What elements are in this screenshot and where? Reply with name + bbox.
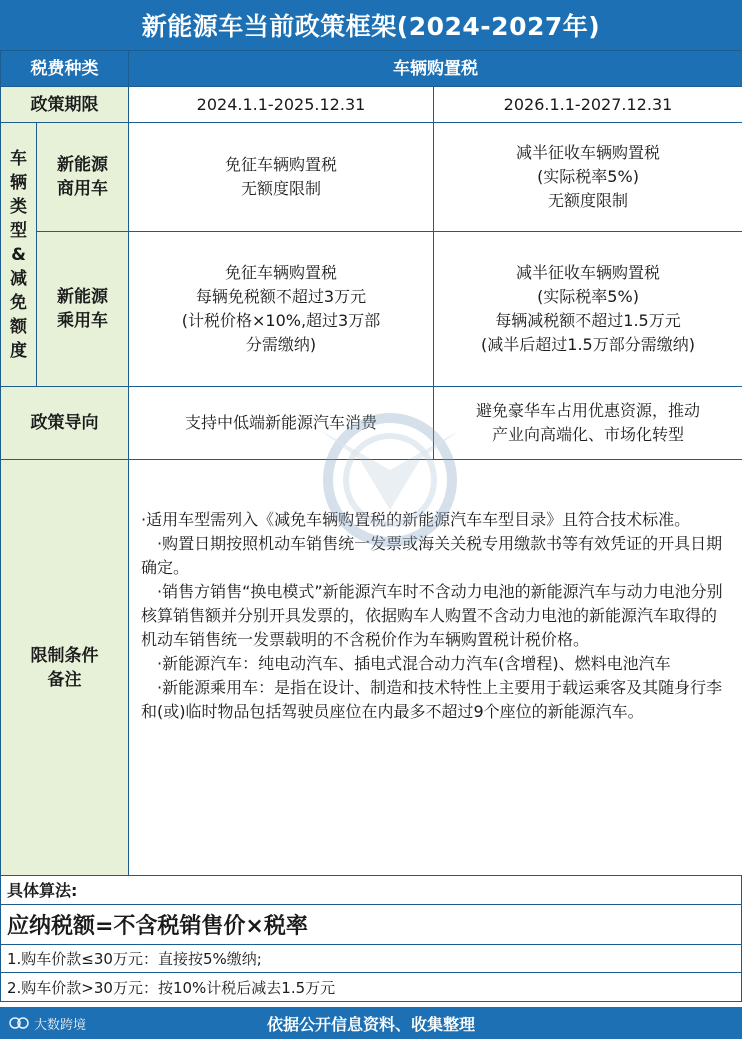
commercial-period-1: 免征车辆购置税 无额度限制 [129,123,434,232]
footer-brand: 大数跨境 [8,1007,86,1039]
guidance-label: 政策导向 [1,387,129,460]
algorithm-label: 具体算法: [0,875,742,905]
tax-type-label: 税费种类 [1,51,129,87]
passenger-vehicle-label: 新能源 乘用车 [37,232,129,387]
restrictions-label: 限制条件 备注 [1,460,129,876]
period-1: 2024.1.1-2025.12.31 [129,87,434,123]
restrictions-notes [129,460,742,876]
note-item: ·适用车型需列入《减免车辆购置税的新能源汽车车型目录》且符合技术标准。 [141,510,691,529]
passenger-period-1: 免征车辆购置税 每辆免税额不超过3万元 (计税价格×10%,超过3万部 分需缴纳) [129,232,434,387]
algorithm-section [0,875,742,1002]
tax-type-value: 车辆购置税 [129,51,742,87]
algorithm-rule-2: 2.购车价款>30万元：按10%计税后减去1.5万元 [0,973,742,1002]
passenger-period-2: 减半征收车辆购置税 (实际税率5%) 每辆减税额不超过1.5万元 (减半后超过1.5万部分需缴纳) [434,232,742,387]
policy-table [0,50,742,875]
page-title: 新能源车当前政策框架(2024-2027年) [0,0,742,50]
note-item: ·新能源汽车：纯电动汽车、插电式混合动力汽车(含增程)、燃料电池汽车 [157,654,671,673]
guidance-period-2: 避免豪华车占用优惠资源，推动 产业向高端化、市场化转型 [434,387,742,460]
note-item: ·销售方销售“换电模式”新能源汽车时不含动力电池的新能源汽车与动力电池分别核算销售额并分别开具发票的，依据购车人购置不含动力电池的新能源汽车取得的机动车销售统一发票载明的不含税价作为车辆购置税计税价格。 [141,582,723,649]
period-label: 政策期限 [1,87,129,123]
commercial-period-2: 减半征收车辆购置税 (实际税率5%) 无额度限制 [434,123,742,232]
vehicle-type-label: 车 辆 类 型 & 减 免 额 度 [1,123,37,387]
note-item: ·新能源乘用车：是指在设计、制造和技术特性上主要用于载运乘客及其随身行李和(或)临时物品包括驾驶员座位在内最多不超过9个座位的新能源汽车。 [141,678,723,721]
algorithm-formula: 应纳税额=不含税销售价×税率 [0,905,742,945]
brand-logo-icon [8,1016,30,1030]
algorithm-rule-1: 1.购车价款≤30万元：直接按5%缴纳; [0,945,742,973]
note-item: ·购置日期按照机动车销售统一发票或海关关税专用缴款书等有效凭证的开具日期确定。 [141,534,723,577]
commercial-vehicle-label: 新能源 商用车 [37,123,129,232]
footer-source: 依据公开信息资料、收集整理 [266,1014,475,1034]
guidance-period-1: 支持中低端新能源汽车消费 [129,387,434,460]
footer-bar [0,1007,742,1039]
period-2: 2026.1.1-2027.12.31 [434,87,742,123]
